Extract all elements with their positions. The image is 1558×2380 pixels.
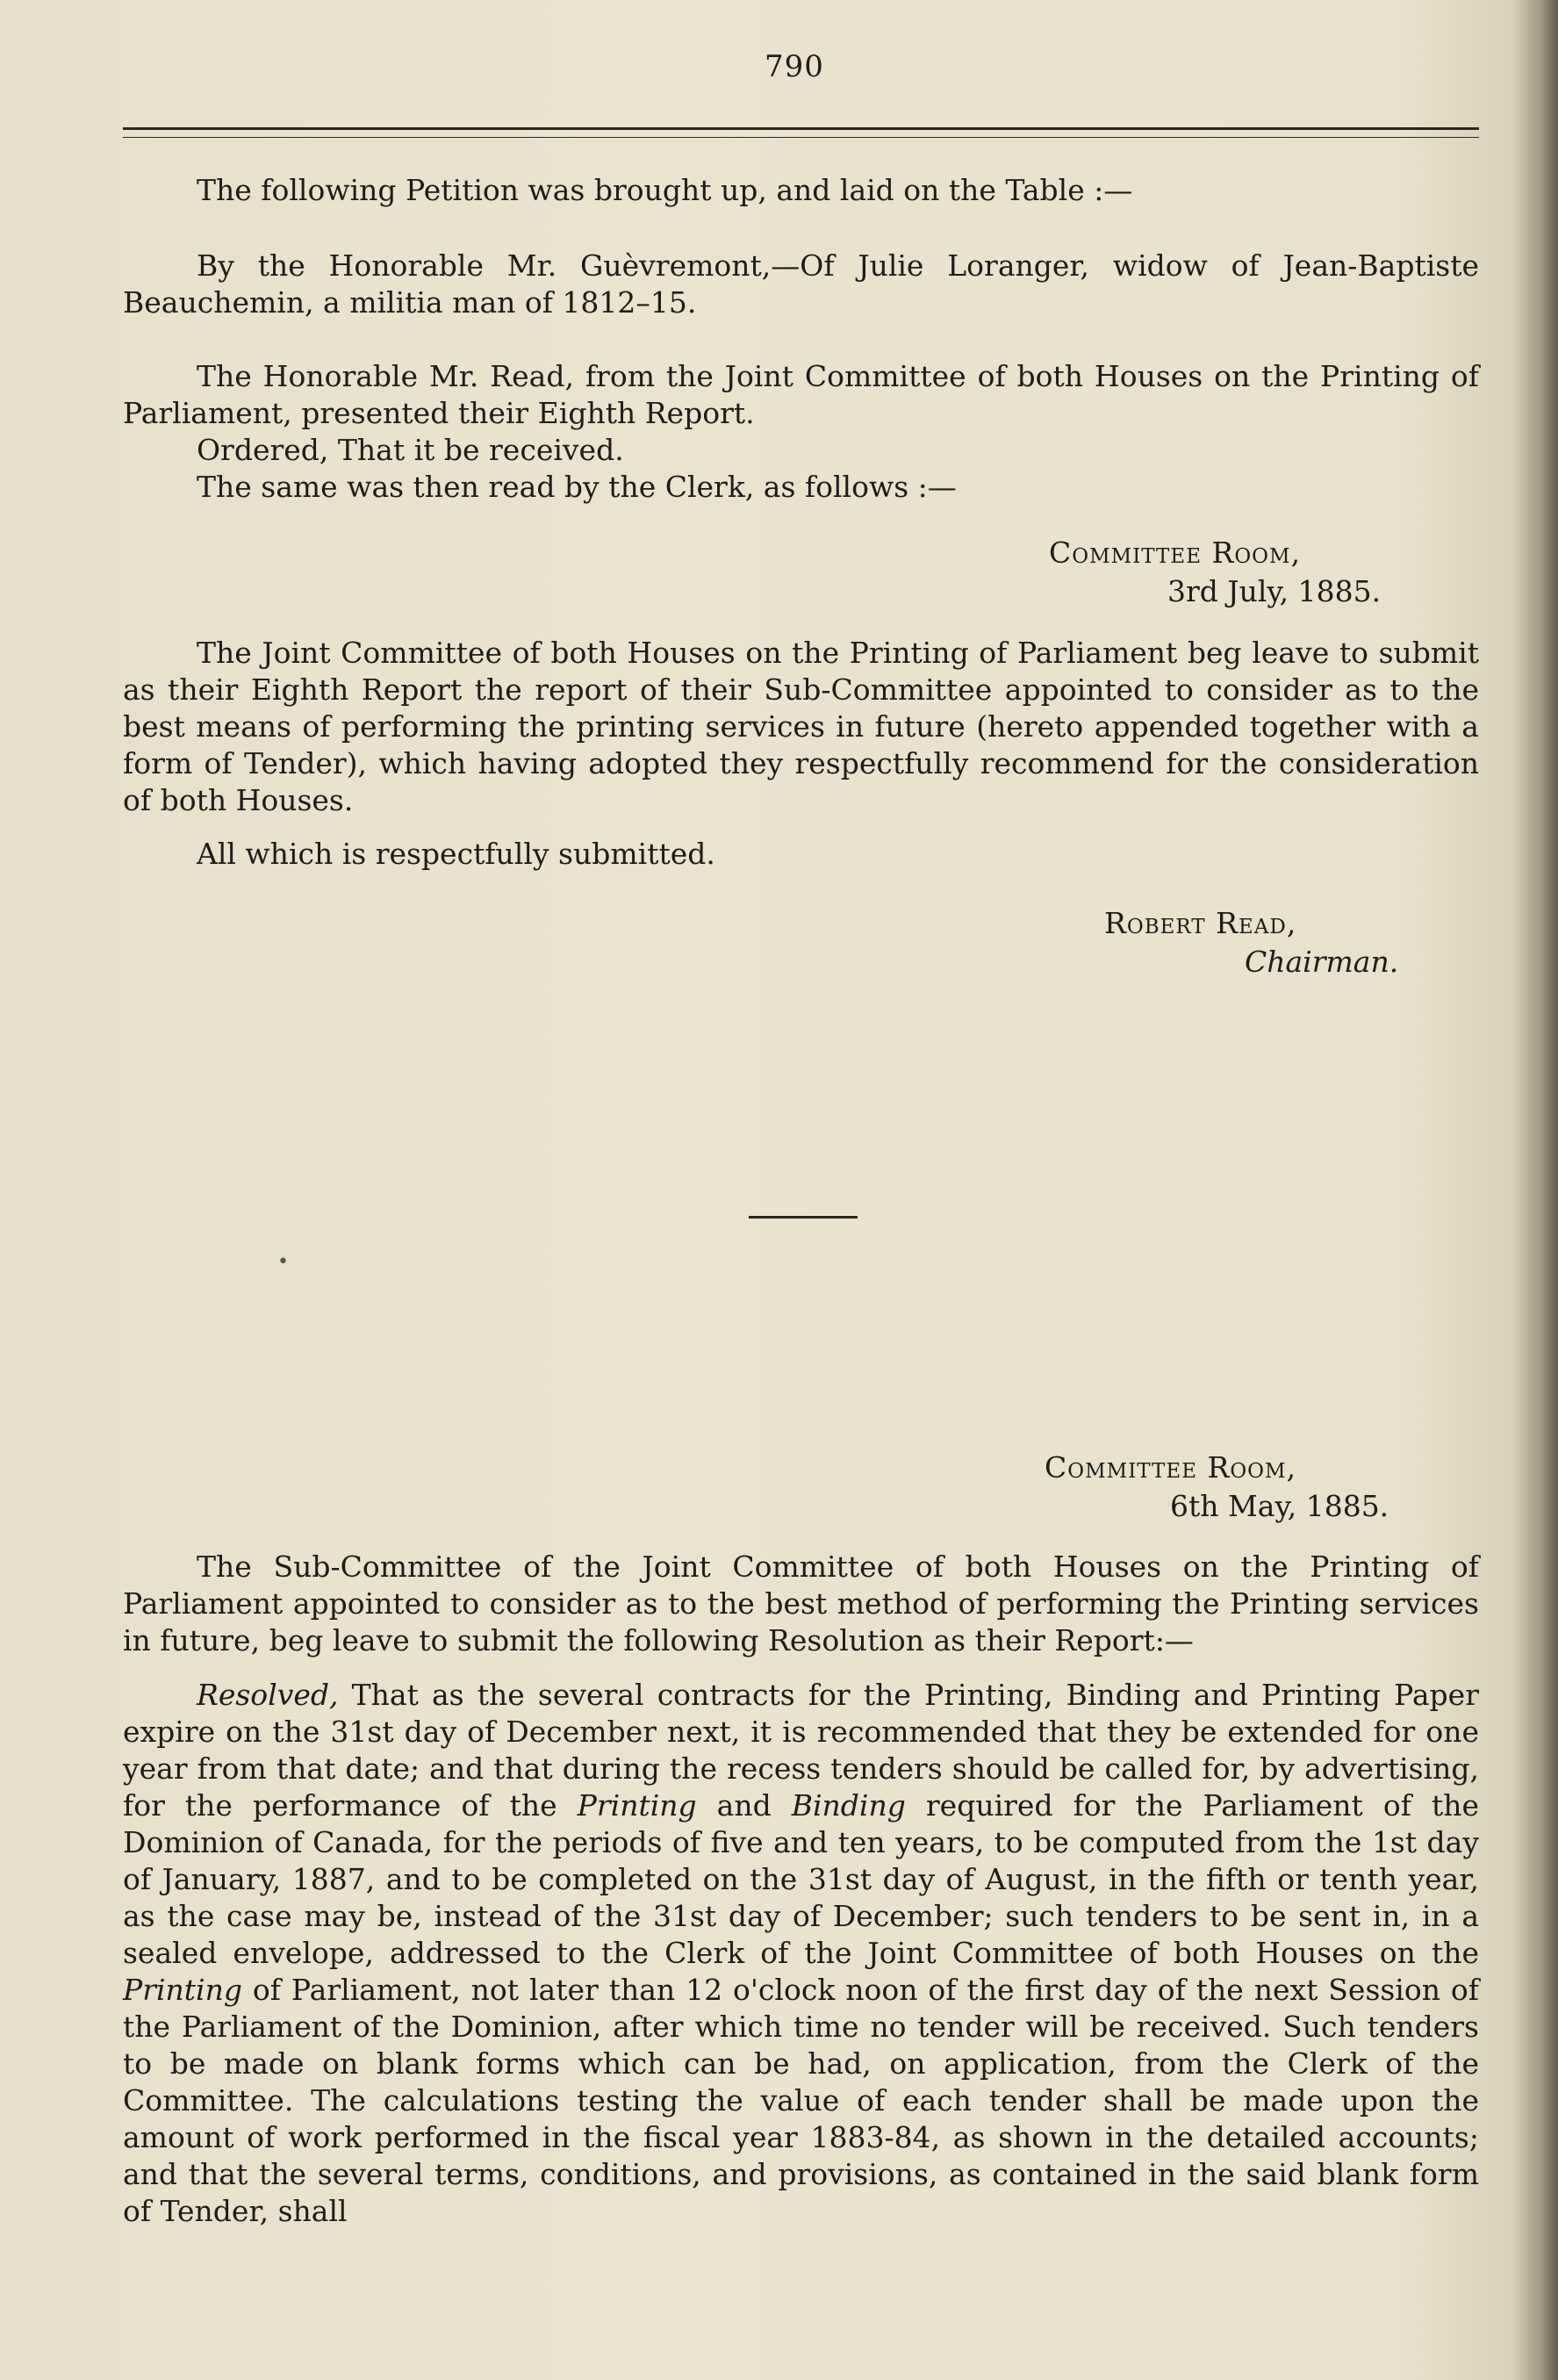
resolution-text [123,1677,1479,2230]
resolution-paragraph [123,1677,1479,2230]
section-divider [749,1216,858,1219]
resolution-printing-word-2: Printing [123,1973,242,2007]
eighth-report-text: The Joint Committee of both Houses on the Printing of Parliament beg leave to submit as their Eighth Report the report of their Sub-Committee appointed to consider as to the best means of performing the printing services in future (hereto appended together with a form of Tender), which having adopted they respectfully recommend for the consideration of both Houses. [123,636,1479,817]
committee-room-heading-2 [1045,1449,1389,1526]
resolution-and-word: and [696,1788,792,1823]
committee-room-label-2: Committee Room, [1045,1450,1297,1485]
subcommittee-report-paragraph [123,1549,1479,1659]
page-edge-shadow [1514,0,1558,2380]
resolution-part-1: That as the several contracts for the Printing, Binding and Printing Paper expire on the 31st day of December next, it is recommended that they be extended for one year from that date; and that during the recess tenders should be called for, by advertising, for the performance of the [123,1678,1479,1823]
read-by-clerk-text: The same was then read by the Clerk, as follows :— [197,470,957,504]
report-intro-paragraph [123,358,1479,432]
resolution-part-2: required for the Parliament of the Dominion of Canada, for the periods of five and ten years, to be computed from the 1st day of January, 1887, and to be completed on the 31st day of August, in the fifth or tenth year, as the case may be, instead of the 31st day of December; such tenders to be sent in, in a sealed envelope, addressed to the Clerk of the Joint Committee of both Houses on the [123,1788,1479,1970]
report-intro-text: The Honorable Mr. Read, from the Joint Committee of both Houses on the Printing of Parliament, presented their Eighth Report. [123,359,1479,430]
committee-room-heading-1 [1049,534,1381,611]
page-number: 790 [765,49,824,84]
ordered-text: Ordered, That it be received. [197,433,624,467]
eighth-report-paragraph [123,635,1479,819]
committee-room-date-2: 6th May, 1885. [1170,1489,1389,1523]
petition-text: By the Honorable Mr. Guèvremont,—Of Julie Loranger, widow of Jean-Baptiste Beauchemin, a militia man of 1812–15. [123,248,1479,320]
petition-intro [123,172,1479,209]
petition-intro-text: The following Petition was brought up, and laid on the Table :— [197,173,1133,207]
print-speck: • [277,1251,289,1273]
read-by-clerk-line [123,469,1479,506]
ordered-line [123,432,1479,469]
signature-title: Chairman. [1245,945,1399,979]
submitted-text: All which is respectfully submitted. [197,837,715,871]
resolution-printing-word: Printing [577,1788,697,1823]
header-double-rule [123,127,1479,138]
signature-block [1104,904,1398,981]
subcommittee-report-text: The Sub-Committee of the Joint Committee of both Houses on the Printing of Parliament appointed to consider as to the best method of performing the Printing services in future, beg leave to submit the following Resolution as their Report:— [123,1550,1479,1657]
signature-name: Robert Read, [1104,906,1297,940]
submitted-line [123,836,1479,873]
resolution-part-3: of Parliament, not later than 12 o'clock noon of the first day of the next Session of the Parliament of the Dominion, after which time no tender will be received. Such tenders to be made on blank forms which can be had, on application, from the Clerk of the Committee. The calculations testing the value of each tender shall be made upon the amount of work performed in the fiscal year 1883-84, as shown in the detailed accounts; and that the several terms, conditions, and provisions, as contained in the said blank form of Tender, shall [123,1973,1479,2228]
petition-paragraph [123,248,1479,321]
committee-room-date-1: 3rd July, 1885. [1167,574,1382,608]
committee-room-label-1: Committee Room, [1049,536,1302,570]
resolution-label: Resolved, [197,1678,339,1712]
resolution-binding-word: Binding [791,1788,906,1823]
